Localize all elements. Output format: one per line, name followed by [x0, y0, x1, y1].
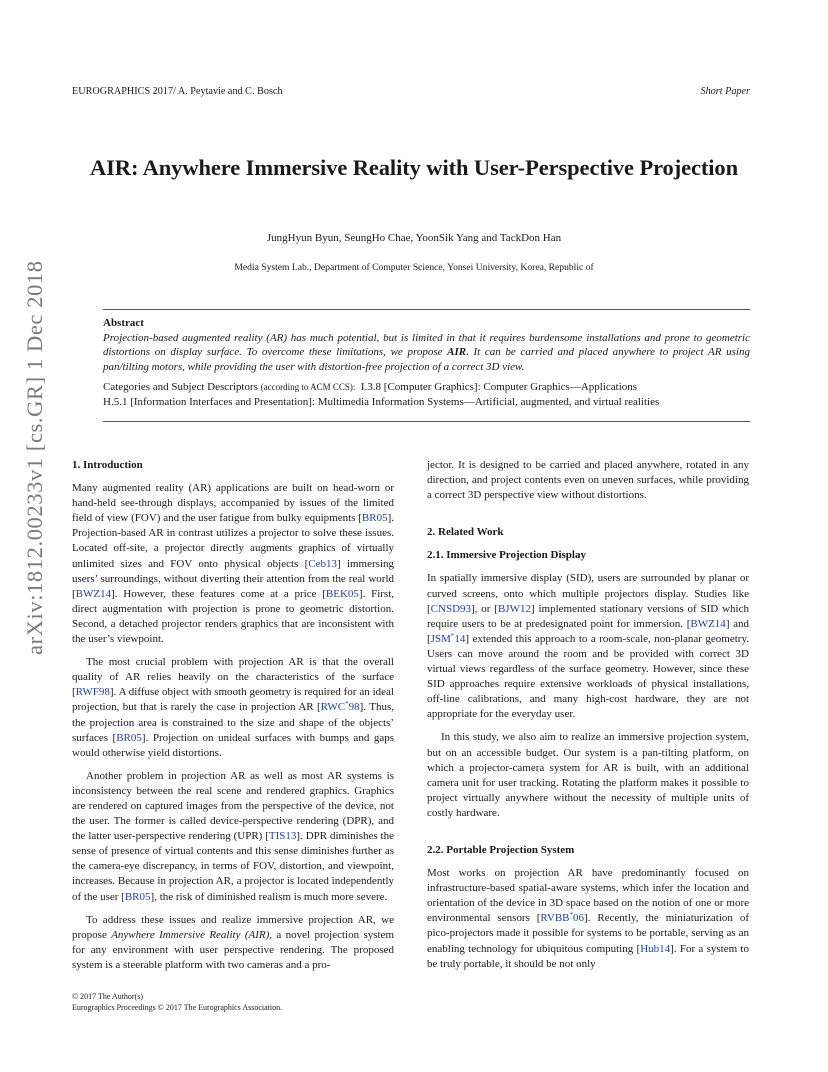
paragraph: Most works on projection AR have predominantly focused on infrastructure-based spatial-aware systems, which infer the location and orientation of the device in 3D space based on the notion of one or more environmental sensors [RVBB*06]. Recently, the miniaturization of pico-projectors made it possible for systems to be portable, serving as an enabling technology for ubiquitous computing [Hub14]. For a system to be truly portable, it should be not only — [427, 867, 749, 970]
system-name-emphasis: AIR — [447, 346, 467, 359]
right-column — [427, 458, 749, 980]
citation-link[interactable]: BWZ14 — [690, 617, 726, 630]
affiliation: Media System Lab., Department of Computer Science, Yonsei University, Korea, Republic of — [234, 262, 594, 273]
paragraph: The most crucial problem with projection AR is that the overall quality of AR relies heavily on the characteristics of the surface [RWF98]. A diffuse object with smooth geometry is required for an ideal projection, but that is rarely the case in projection AR [RWC*98]. Thus, the projection area is constrained to the size and shape of the objects’ surfaces [BR05]. Projection on unideal surfaces with bumps and gaps would otherwise yield distortions. — [72, 656, 394, 759]
abstract — [103, 316, 750, 410]
author-list: JungHyun Byun, SeungHo Chae, YoonSik Yang and TackDon Han — [266, 232, 562, 244]
arxiv-stamp: arXiv:1812.00233v1 [cs.GR] 1 Dec 2018 — [22, 260, 47, 655]
citation-link[interactable]: BJW12 — [497, 602, 531, 615]
subsection-heading-portable-projection: 2.2. Portable Projection System — [427, 843, 575, 856]
paragraph: In this study, we also aim to realize an immersive projection system, but on an accessible budget. Our system is a pan-tilting platform, on which a projector-camera system for AR is built, with an additional camera unit for user tracking. Rotating the platform makes it possible to project virtually anywhere without the necessity of multiple units of costly hardware. — [427, 731, 749, 819]
section-heading-introduction: 1. Introduction — [72, 459, 143, 471]
citation-link[interactable]: RWF98 — [75, 686, 110, 699]
abstract-bottom-rule — [103, 421, 750, 422]
abstract-heading: Abstract — [103, 317, 144, 329]
citation-link[interactable]: TIS13 — [268, 830, 297, 843]
abstract-top-rule — [103, 309, 750, 310]
copyright-footer — [72, 991, 282, 1013]
paragraph: In spatially immersive display (SID), users are surrounded by planar or curved screens, onto which multiple projectors display. Studies like [CNSD93], or [BJW12] implemented stationary versions of SID which require users to be at predesignated point for immersion. [BWZ14] and [JSM*14] extended this approach to a room-scale, non-planar geometry. Users can move around the room and be provided with correct 3D virtual views regardless of the surface geometry. However, since these SID approaches require extensive workloads of physical installations, off-line calibrations, and many high-cost hardware, they are not appropriate for the everyday user. — [427, 572, 749, 721]
citation-link[interactable]: CNSD93 — [430, 602, 472, 615]
citation-link[interactable]: RVBB*06 — [540, 911, 584, 925]
citation-link[interactable]: RWC*98 — [320, 700, 360, 714]
citation-link[interactable]: Ceb13 — [308, 557, 337, 570]
paragraph: jector. It is designed to be carried and placed anywhere, rotated in any direction, and project contents even on uneven surfaces, while providing a correct 3D perspective view without distortions. — [427, 459, 749, 502]
citation-link[interactable]: BR05 — [116, 731, 142, 744]
citation-link[interactable]: BR05 — [361, 512, 388, 525]
citation-link[interactable]: Hub14 — [640, 942, 671, 955]
paragraph: Many augmented reality (AR) applications are built on head-worn or hand-held see-through displays, accompanied by issues of the limited field of view (FOV) and the user fatigue from bulky equipments [BR05]. Projection-based AR in contrast utilizes a projector to solve these issues. Located off-site, a projector directly augments graphics of virtually unlimited sizes and FOV onto physical objects [Ceb13] immersing users’ surroundings, without diverting their attention from the real world [BWZ14]. However, these features come at a price [BEK05]. First, direct augmentation with projection is prone to geometric distortion. Second, a detached projector renders graphics that are inconsistent with the user’s viewpoint. — [72, 482, 394, 646]
running-header-left: EUROGRAPHICS 2017/ A. Peytavie and C. Bosch — [72, 86, 283, 97]
citation-link[interactable]: BR05 — [124, 890, 151, 903]
system-name-italic: Anywhere Immersive Reality (AIR) — [111, 928, 270, 941]
paragraph: Another problem in projection AR as well as most AR systems is inconsistency between the real scene and rendered graphics. Graphics are rendered on captured images from the perspective of the device, not the user. The former is called device-perspective rendering (DPR), and the latter user-perspective rendering (UPR) [TIS13]. DPR diminishes the sense of presence of virtual contents and this sense diminishes further as the camera-eye discrepancy, in terms of FOV, distortion, and viewpoint, increases. Because in projection AR, a projector is located independently of the user [BR05], the risk of diminished realism is much more severe. — [72, 769, 394, 903]
footer-line-association: Eurographics Proceedings © 2017 The Eurographics Association. — [72, 1003, 283, 1012]
footer-line-authors: © 2017 The Author(s) — [72, 992, 144, 1001]
section-heading-related-work: 2. Related Work — [427, 526, 504, 539]
categories-descriptors: Categories and Subject Descriptors (according to ACM CCS): I.3.8 [Computer Graphics]: Computer Graphics—Applications H.5.1 [Information Interfaces and Presentation]: Multimedia Information Systems—Artificial, augmented, and virtual realities — [103, 381, 660, 409]
left-column — [72, 458, 394, 981]
running-header-right: Short Paper — [700, 86, 750, 97]
subsection-heading-immersive-projection: 2.1. Immersive Projection Display — [427, 549, 586, 562]
paragraph: To address these issues and realize immersive projection AR, we propose Anywhere Immersive Reality (AIR), a novel projection system for any environment with user perspective rendering. The proposed system is a steerable platform with two cameras and a pro- — [72, 913, 394, 971]
citation-link[interactable]: BWZ14 — [75, 587, 112, 600]
citation-link[interactable]: BEK05 — [325, 587, 359, 600]
paper-title: AIR: Anywhere Immersive Reality with User-Perspective Projection — [89, 155, 738, 180]
abstract-text: Projection-based augmented reality (AR) has much potential, but is limited in that it requires burdensome installations and prone to geometric distortions on display surface. To overcome these limitations, we propose AIR. It can be carried and placed anywhere to project AR using pan/tilting motors, while providing the user with distortion-free projection of a correct 3D view. — [103, 331, 750, 373]
citation-link[interactable]: JSM*14 — [430, 631, 466, 645]
